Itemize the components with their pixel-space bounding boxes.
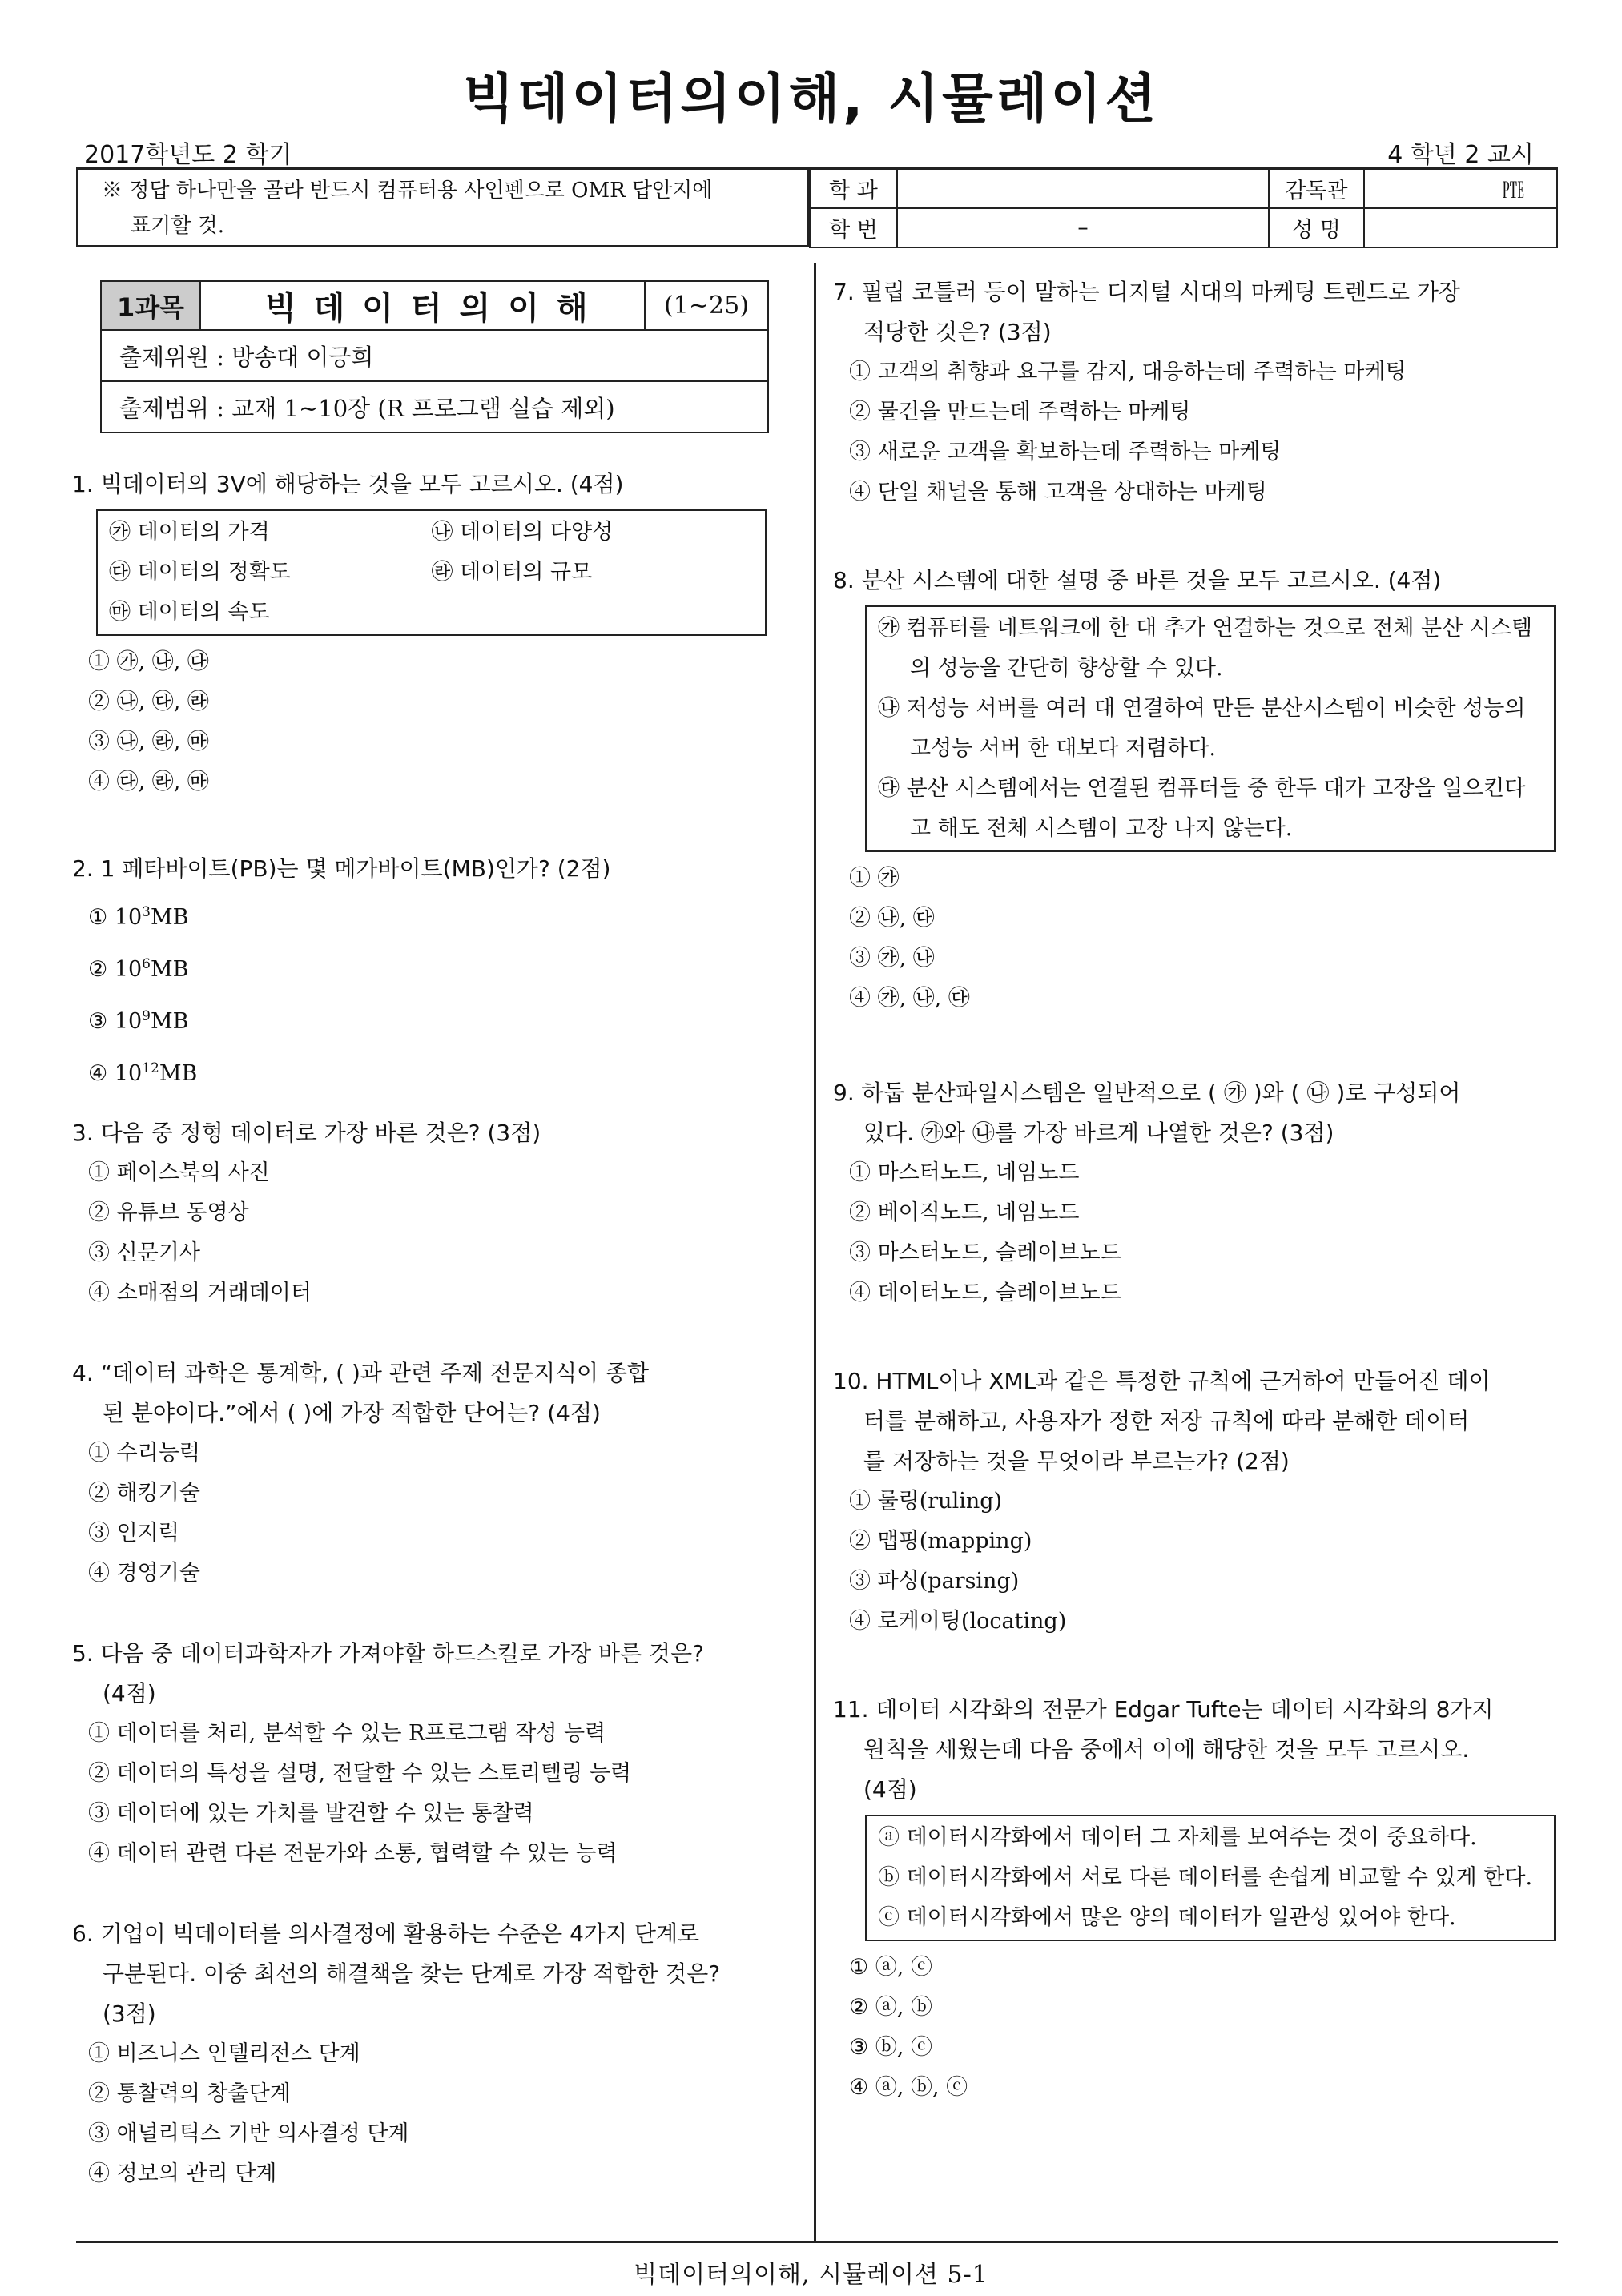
page-footer: 빅데이터의이해, 시뮬레이션 5-1	[634, 2261, 988, 2289]
q5-stem-2: (4점)	[103, 1680, 156, 1707]
q3-option[interactable]: ④ 소매점의 거래데이터	[88, 1281, 312, 1305]
q5-option[interactable]: ④ 데이터 관련 다른 전문가와 소통, 협력할 수 있는 능력	[88, 1841, 618, 1866]
q1-option[interactable]: ① ㉮, ㉯, ㉰	[88, 649, 209, 674]
id-field[interactable]: –	[897, 208, 1269, 247]
q11-option[interactable]: ② ⓐ, ⓑ	[849, 1995, 932, 2020]
subject-name: 빅데이터의이해	[200, 281, 645, 330]
q11-stem-1: 11. 데이터 시각화의 전문가 Edgar Tufte는 데이터 시각화의 8가지	[833, 1696, 1494, 1723]
q9-stem-1: 9. 하둡 분산파일시스템은 일반적으로 ( ㉮ )와 ( ㉯ )로 구성되어	[833, 1080, 1461, 1106]
q8-box-item: ㉯ 저성능 서버를 여러 대 연결하여 만든 분산시스템이 비슷한 성능의 고성능 서버 한 대보다 저렴하다.	[878, 696, 1526, 761]
q8-option[interactable]: ④ ㉮, ㉯, ㉰	[849, 986, 970, 1011]
q3-stem: 3. 다음 중 정형 데이터로 가장 바른 것은? (3점)	[72, 1120, 541, 1146]
q11-box-item: ⓑ 데이터시각화에서 서로 다른 데이터를 손쉽게 비교할 수 있게 한다.	[878, 1865, 1533, 1890]
q4-option[interactable]: ③ 인지력	[88, 1521, 179, 1546]
q5-option[interactable]: ② 데이터의 특성을 설명, 전달할 수 있는 스토리텔링 능력	[88, 1761, 632, 1786]
q1-box-item: ㉰ 데이터의 정확도	[109, 560, 291, 585]
q9-option[interactable]: ④ 데이터노드, 슬레이브노드	[849, 1281, 1121, 1305]
q4-option[interactable]: ① 수리능력	[88, 1441, 200, 1466]
q1-box	[96, 509, 767, 636]
q5-option[interactable]: ③ 데이터에 있는 가치를 발견할 수 있는 통찰력	[88, 1801, 534, 1826]
subject-box	[100, 280, 769, 433]
question-8	[833, 561, 1554, 1019]
question-10	[833, 1361, 1554, 1642]
q1-option[interactable]: ② ㉯, ㉰, ㉱	[88, 690, 209, 714]
q8-box-item: ㉮ 컴퓨터를 네트워크에 한 대 추가 연결하는 것으로 전체 분산 시스템의 성능을 간단히 향상할 수 있다.	[878, 616, 1533, 681]
dept-label: 학 과	[810, 169, 897, 208]
q6-option[interactable]: ④ 정보의 관리 단계	[88, 2161, 277, 2186]
q1-box-item: ㉱ 데이터의 규모	[431, 560, 593, 585]
grade-period: 4 학년 2 교시	[1387, 141, 1534, 169]
q4-option[interactable]: ④ 경영기술	[88, 1561, 200, 1586]
committee: 출제위원 : 방송대 이긍희	[101, 330, 768, 381]
question-11	[833, 1690, 1554, 2108]
q10-option[interactable]: ③ 파싱(parsing)	[849, 1569, 1020, 1594]
q7-stem-1: 7. 필립 코틀러 등이 말하는 디지털 시대의 마케팅 트렌드로 가장	[833, 279, 1461, 305]
question-3	[72, 1113, 793, 1313]
q8-box	[865, 605, 1556, 852]
q3-option[interactable]: ② 유튜브 동영상	[88, 1200, 249, 1225]
q8-option[interactable]: ② ㉯, ㉰	[849, 906, 935, 931]
q1-box-item: ㉮ 데이터의 가격	[109, 520, 270, 545]
q7-stem-2: 적당한 것은? (3점)	[863, 319, 1052, 345]
q1-option[interactable]: ④ ㉰, ㉱, ㉲	[88, 770, 209, 794]
question-5	[72, 1634, 793, 1874]
q2-option[interactable]: ② $10^6MB$	[88, 956, 189, 982]
q5-option[interactable]: ① 데이터를 처리, 분석할 수 있는 R프로그램 작성 능력	[88, 1721, 606, 1746]
page-title: 빅데이터의이해, 시뮬레이션	[462, 68, 1160, 130]
notice-line-2: 표기할 것.	[131, 214, 224, 238]
q2-option[interactable]: ④ $10^{12}MB$	[88, 1060, 198, 1086]
q11-stem-2: 원칙을 세웠는데 다음 중에서 이에 해당한 것을 모두 고르시오.	[863, 1736, 1470, 1763]
q11-option[interactable]: ④ ⓐ, ⓑ, ⓒ	[849, 2075, 968, 2100]
q4-stem-2: 된 분야이다.”에서 ( )에 가장 적합한 단어는? (4점)	[103, 1400, 601, 1426]
name-label: 성 명	[1269, 208, 1364, 247]
q10-stem-2: 터를 분해하고, 사용자가 정한 저장 규칙에 따라 분해한 데이터	[863, 1408, 1470, 1434]
q2-option[interactable]: ① $10^3MB$	[88, 904, 189, 930]
q8-stem: 8. 분산 시스템에 대한 설명 중 바른 것을 모두 고르시오. (4점)	[833, 567, 1442, 593]
q1-option[interactable]: ③ ㉯, ㉱, ㉲	[88, 730, 209, 754]
q6-option[interactable]: ③ 애널리틱스 기반 의사결정 단계	[88, 2121, 409, 2146]
q6-option[interactable]: ② 통찰력의 창출단계	[88, 2081, 291, 2106]
q7-option[interactable]: ③ 새로운 고객을 확보하는데 주력하는 마케팅	[849, 440, 1282, 464]
student-info-table	[809, 168, 1558, 248]
subject-number: 1과목	[101, 281, 200, 330]
question-1	[72, 464, 793, 802]
supervisor-label: 감독관	[1269, 169, 1364, 208]
q1-box-item: ㉲ 데이터의 속도	[109, 600, 270, 625]
id-label: 학 번	[810, 208, 897, 247]
q11-option[interactable]: ① ⓐ, ⓒ	[849, 1955, 932, 1980]
q11-stem-3: (4점)	[863, 1776, 917, 1803]
q6-stem-1: 6. 기업이 빅데이터를 의사결정에 활용하는 수준은 4가지 단계로	[72, 1920, 700, 1947]
q10-option[interactable]: ② 맵핑(mapping)	[849, 1529, 1032, 1554]
subject-range: (1~25)	[645, 281, 768, 330]
q2-option[interactable]: ③ $10^9MB$	[88, 1008, 189, 1034]
q6-option[interactable]: ① 비즈니스 인텔리전스 단계	[88, 2041, 360, 2066]
q7-option[interactable]: ① 고객의 취향과 요구를 감지, 대응하는데 주력하는 마케팅	[849, 360, 1407, 384]
q10-stem-1: 10. HTML이나 XML과 같은 특정한 규칙에 근거하여 만들어진 데이	[833, 1368, 1491, 1394]
q11-box	[865, 1815, 1556, 1941]
q4-option[interactable]: ② 해킹기술	[88, 1481, 200, 1506]
q5-stem-1: 5. 다음 중 데이터과학자가 가져야할 하드스킬로 가장 바른 것은?	[72, 1640, 704, 1667]
q6-stem-3: (3점)	[103, 2000, 156, 2027]
scope: 출제범위 : 교재 1~10장 (R 프로그램 실습 제외)	[101, 381, 768, 432]
footer-rule	[76, 2241, 1558, 2243]
q7-option[interactable]: ② 물건을 만드는데 주력하는 마케팅	[849, 400, 1191, 424]
q10-option[interactable]: ① 룰링(ruling)	[849, 1489, 1003, 1514]
question-9	[833, 1073, 1554, 1313]
q9-option[interactable]: ② 베이직노드, 네임노드	[849, 1200, 1080, 1225]
q4-stem-1: 4. “데이터 과학은 통계학, ( )과 관련 주제 전문지식이 종합	[72, 1360, 650, 1386]
q6-stem-2: 구분된다. 이중 최선의 해결책을 찾는 단계로 가장 적합한 것은?	[103, 1960, 721, 1987]
q8-box-item: ㉰ 분산 시스템에서는 연결된 컴퓨터들 중 한두 대가 고장을 일으킨다고 해도 전체 시스템이 고장 나지 않는다.	[878, 776, 1526, 841]
q11-option[interactable]: ③ ⓑ, ⓒ	[849, 2035, 932, 2060]
q3-option[interactable]: ③ 신문기사	[88, 1240, 200, 1265]
q11-box-item: ⓒ 데이터시각화에서 많은 양의 데이터가 일관성 있어야 한다.	[878, 1905, 1456, 1930]
year-term: 2017학년도 2 학기	[84, 141, 292, 169]
notice-line-1: ※ 정답 하나만을 골라 반드시 컴퓨터용 사인펜으로 OMR 답안지에	[102, 179, 713, 203]
q3-option[interactable]: ① 페이스북의 사진	[88, 1160, 270, 1185]
q9-option[interactable]: ③ 마스터노드, 슬레이브노드	[849, 1240, 1121, 1265]
question-4	[72, 1353, 793, 1594]
q9-option[interactable]: ① 마스터노드, 네임노드	[849, 1160, 1080, 1185]
question-6	[72, 1914, 793, 2194]
q8-option[interactable]: ① ㉮	[849, 866, 900, 891]
supervisor-seal: ㉐	[1364, 169, 1557, 208]
q2-stem: 2. 1 페타바이트(PB)는 몇 메가바이트(MB)인가? (2점)	[72, 855, 611, 882]
column-divider	[814, 263, 816, 2241]
q10-stem-3: 를 저장하는 것을 무엇이라 부르는가? (2점)	[863, 1448, 1290, 1474]
q8-option[interactable]: ③ ㉮, ㉯	[849, 946, 935, 971]
question-2	[72, 849, 793, 1097]
q1-box-item: ㉯ 데이터의 다양성	[431, 520, 614, 545]
omr-notice	[76, 168, 809, 247]
q11-box-item: ⓐ 데이터시각화에서 데이터 그 자체를 보여주는 것이 중요하다.	[878, 1825, 1477, 1850]
q7-option[interactable]: ④ 단일 채널을 통해 고객을 상대하는 마케팅	[849, 480, 1267, 505]
q10-option[interactable]: ④ 로케이팅(locating)	[849, 1609, 1067, 1634]
question-7	[833, 272, 1554, 513]
dept-field[interactable]	[897, 169, 1269, 208]
name-field[interactable]	[1364, 208, 1557, 247]
q1-stem: 1. 빅데이터의 3V에 해당하는 것을 모두 고르시오. (4점)	[72, 471, 624, 497]
q9-stem-2: 있다. ㉮와 ㉯를 가장 바르게 나열한 것은? (3점)	[863, 1120, 1334, 1146]
